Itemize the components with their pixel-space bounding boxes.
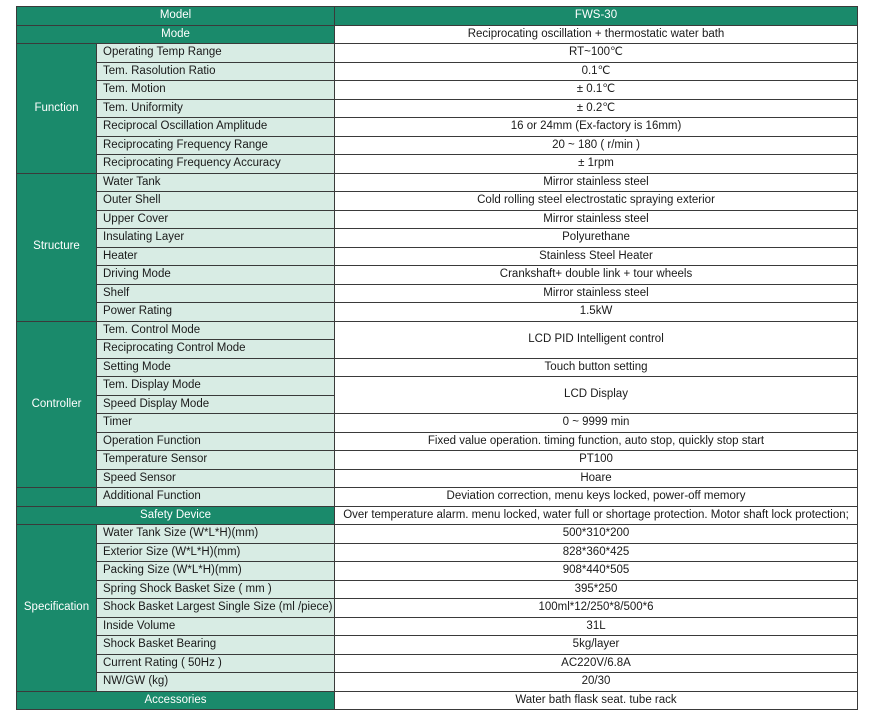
table-row: [17, 7, 858, 26]
row-value: 908*440*505: [335, 562, 858, 581]
row-value: Touch button setting: [335, 358, 858, 377]
table-row: [17, 543, 858, 562]
table-row: [17, 25, 858, 44]
row-label: Tem. Motion: [97, 81, 335, 100]
table-row: [17, 118, 858, 137]
table-row: [17, 155, 858, 174]
row-label: Current Rating ( 50Hz ): [97, 654, 335, 673]
row-label: Water Tank: [97, 173, 335, 192]
table-row: [17, 525, 858, 544]
table-row: [17, 580, 858, 599]
row-value: 0.1℃: [335, 62, 858, 81]
row-label: Tem. Rasolution Ratio: [97, 62, 335, 81]
table-row: [17, 284, 858, 303]
row-label: Tem. Uniformity: [97, 99, 335, 118]
table-row: [17, 469, 858, 488]
row-label: Reciprocating Frequency Accuracy: [97, 155, 335, 174]
model-value: FWS-30: [335, 7, 858, 26]
row-value: AC220V/6.8A: [335, 654, 858, 673]
table-row: [17, 303, 858, 322]
row-value: 500*310*200: [335, 525, 858, 544]
row-label: Driving Mode: [97, 266, 335, 285]
row-value: PT100: [335, 451, 858, 470]
table-row: [17, 691, 858, 710]
table-row: [17, 210, 858, 229]
row-label: NW/GW (kg): [97, 673, 335, 692]
row-label: Spring Shock Basket Size ( mm ): [97, 580, 335, 599]
mode-label: Mode: [17, 25, 335, 44]
table-row: [17, 506, 858, 525]
row-label: Temperature Sensor: [97, 451, 335, 470]
row-value: 20/30: [335, 673, 858, 692]
table-row: [17, 229, 858, 248]
row-value: Mirror stainless steel: [335, 173, 858, 192]
row-value: 20 ~ 180 ( r/min ): [335, 136, 858, 155]
table-row: [17, 599, 858, 618]
accessories-label: Accessories: [17, 691, 335, 710]
section-controller: Controller: [17, 321, 97, 488]
row-label: Power Rating: [97, 303, 335, 322]
section-blank: [17, 488, 97, 507]
table-row: [17, 636, 858, 655]
row-value: 31L: [335, 617, 858, 636]
row-value: 0 ~ 9999 min: [335, 414, 858, 433]
row-value: Polyurethane: [335, 229, 858, 248]
row-value: 828*360*425: [335, 543, 858, 562]
table-row: [17, 99, 858, 118]
row-label: Tem. Control Mode: [97, 321, 335, 340]
row-label: Shock Basket Largest Single Size (ml /piece): [97, 599, 335, 618]
section-function: Function: [17, 44, 97, 174]
row-label: Speed Sensor: [97, 469, 335, 488]
table-row: [17, 488, 858, 507]
row-label: Outer Shell: [97, 192, 335, 211]
table-row: [17, 617, 858, 636]
row-value: Mirror stainless steel: [335, 284, 858, 303]
row-label: Operation Function: [97, 432, 335, 451]
section-specification: Specification: [17, 525, 97, 692]
table-row: [17, 451, 858, 470]
row-value: Deviation correction, menu keys locked, power-off memory: [335, 488, 858, 507]
row-label: Additional Function: [97, 488, 335, 507]
table-row: [17, 358, 858, 377]
row-label: Reciprocating Control Mode: [97, 340, 335, 359]
table-row: [17, 192, 858, 211]
mode-value: Reciprocating oscillation + thermostatic water bath: [335, 25, 858, 44]
spec-table: [16, 6, 858, 710]
row-label: Tem. Display Mode: [97, 377, 335, 396]
row-label: Water Tank Size (W*L*H)(mm): [97, 525, 335, 544]
table-row: [17, 377, 858, 396]
table-row: [17, 654, 858, 673]
row-label: Reciprocating Frequency Range: [97, 136, 335, 155]
row-label: Shelf: [97, 284, 335, 303]
table-row: [17, 266, 858, 285]
row-value: RT~100℃: [335, 44, 858, 63]
row-value: LCD PID Intelligent control: [335, 321, 858, 358]
safety-label: Safety Device: [17, 506, 335, 525]
row-label: Exterior Size (W*L*H)(mm): [97, 543, 335, 562]
table-row: [17, 173, 858, 192]
section-structure: Structure: [17, 173, 97, 321]
row-label: Insulating Layer: [97, 229, 335, 248]
row-value: ± 0.2℃: [335, 99, 858, 118]
table-row: [17, 62, 858, 81]
table-row: [17, 44, 858, 63]
row-label: Reciprocal Oscillation Amplitude: [97, 118, 335, 137]
accessories-value: Water bath flask seat. tube rack: [335, 691, 858, 710]
row-value: Crankshaft+ double link + tour wheels: [335, 266, 858, 285]
table-row: [17, 81, 858, 100]
row-label: Shock Basket Bearing: [97, 636, 335, 655]
row-value: Mirror stainless steel: [335, 210, 858, 229]
row-value: ± 0.1℃: [335, 81, 858, 100]
table-row: [17, 136, 858, 155]
row-label: Timer: [97, 414, 335, 433]
row-label: Upper Cover: [97, 210, 335, 229]
table-row: [17, 321, 858, 340]
row-value: 5kg/layer: [335, 636, 858, 655]
row-value: Fixed value operation. timing function, auto stop, quickly stop start: [335, 432, 858, 451]
row-value: LCD Display: [335, 377, 858, 414]
row-value: Cold rolling steel electrostatic spraying exterior: [335, 192, 858, 211]
row-label: Inside Volume: [97, 617, 335, 636]
row-value: Hoare: [335, 469, 858, 488]
table-row: [17, 414, 858, 433]
table-row: [17, 247, 858, 266]
row-value: ± 1rpm: [335, 155, 858, 174]
row-value: Stainless Steel Heater: [335, 247, 858, 266]
row-value: 100ml*12/250*8/500*6: [335, 599, 858, 618]
table-row: [17, 432, 858, 451]
row-value: 395*250: [335, 580, 858, 599]
row-label: Packing Size (W*L*H)(mm): [97, 562, 335, 581]
row-label: Speed Display Mode: [97, 395, 335, 414]
row-value: 1.5kW: [335, 303, 858, 322]
model-label: Model: [17, 7, 335, 26]
row-value: 16 or 24mm (Ex-factory is 16mm): [335, 118, 858, 137]
safety-value: Over temperature alarm. menu locked, water full or shortage protection. Motor shaft lock protection;: [335, 506, 858, 525]
table-row: [17, 673, 858, 692]
row-label: Heater: [97, 247, 335, 266]
row-label: Setting Mode: [97, 358, 335, 377]
row-label: Operating Temp Range: [97, 44, 335, 63]
table-row: [17, 562, 858, 581]
